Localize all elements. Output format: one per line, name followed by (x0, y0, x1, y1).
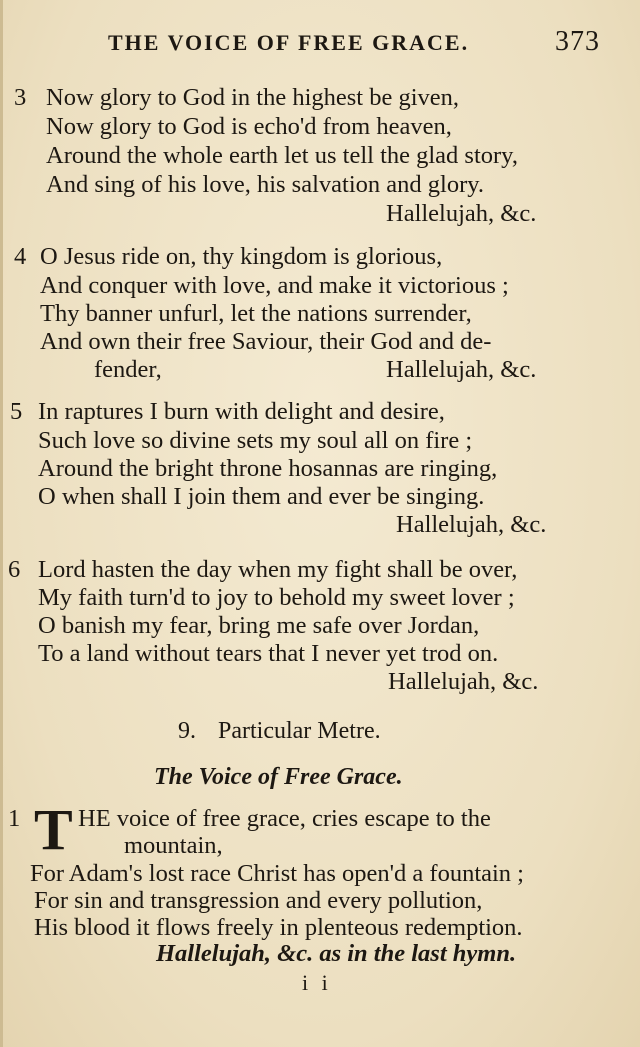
verse-line: His blood it flows freely in plenteous redemption. (34, 914, 523, 941)
verse-line: To a land without tears that I never yet trod on. (38, 640, 499, 667)
verse-line: mountain, (124, 832, 223, 859)
verse-line: Lord hasten the day when my fight shall be over, (38, 556, 518, 583)
verse-line: For Adam's lost race Christ has open'd a fountain ; (30, 860, 524, 887)
refrain: Hallelujah, &c. (386, 356, 537, 383)
running-title: THE VOICE OF FREE GRACE. (108, 30, 470, 55)
hymn-number: 9. (178, 718, 196, 744)
page-edge (0, 0, 3, 1047)
stanza-number: 6 (8, 556, 21, 583)
verse-line: O Jesus ride on, thy kingdom is glorious, (40, 243, 443, 270)
stanza-number: 5 (10, 398, 23, 425)
section-heading (178, 718, 381, 745)
verse-line: And sing of his love, his salvation and glory. (46, 171, 485, 198)
hymn-title: The Voice of Free Grace. (154, 764, 403, 790)
verse-line: My faith turn'd to joy to behold my sweet lover ; (38, 584, 515, 611)
refrain: Hallelujah, &c. (388, 668, 539, 695)
verse-line: And conquer with love, and make it victorious ; (40, 272, 509, 299)
signature-mark: i i (302, 970, 332, 995)
drop-cap: T (34, 797, 73, 862)
verse-line: Now glory to God is echo'd from heaven, (46, 113, 452, 140)
verse-line: Such love so divine sets my soul all on fire ; (38, 427, 473, 454)
metre-label: Particular Metre. (218, 718, 381, 744)
refrain: Hallelujah, &c. (396, 511, 547, 538)
verse-line: In raptures I burn with delight and desire, (38, 398, 445, 425)
verse-line: Now glory to God in the highest be given, (46, 84, 460, 111)
stanza-number: 3 (14, 84, 27, 111)
verse-line: Around the bright throne hosannas are ringing, (38, 455, 498, 482)
verse-line: Thy banner unfurl, let the nations surrender, (40, 300, 472, 327)
verse-line: O when shall I join them and ever be singing. (38, 483, 485, 510)
stanza-number: 4 (14, 243, 27, 270)
running-header (108, 26, 618, 60)
verse-line: And own their free Saviour, their God and de- (40, 328, 492, 355)
verse-line: fender, (94, 356, 162, 383)
verse-line: HE voice of free grace, cries escape to the (78, 805, 491, 832)
page-number: 373 (555, 26, 600, 57)
verse-line: Around the whole earth let us tell the glad story, (46, 142, 518, 169)
verse-line: For sin and transgression and every pollution, (34, 887, 483, 914)
verse-line: O banish my fear, bring me safe over Jordan, (38, 612, 480, 639)
closing-refrain: Hallelujah, &c. as in the last hymn. (156, 940, 517, 967)
stanza-number: 1 (8, 805, 21, 832)
refrain: Hallelujah, &c. (386, 200, 537, 227)
